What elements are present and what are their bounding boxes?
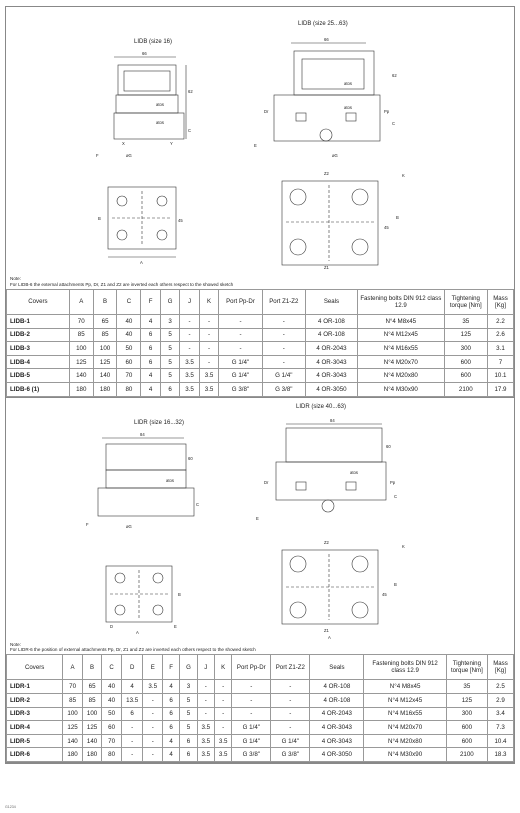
table-cell: -: [199, 342, 219, 356]
lidb-header-cell: B: [93, 289, 117, 314]
table-cell: 125: [69, 355, 93, 369]
table-cell: 125: [63, 721, 83, 735]
lidr-header-cell: Seals: [310, 655, 364, 680]
table-cell: 5: [180, 694, 197, 708]
row-cover-name: LIDB-3: [7, 342, 70, 356]
table-cell: N°4 M8x45: [364, 680, 446, 694]
svg-text:62: 62: [188, 89, 193, 94]
table-cell: G 3/8": [219, 382, 262, 396]
lidb-large-title: LIDB (size 25...63): [298, 21, 348, 27]
table-cell: 4: [162, 680, 179, 694]
lidr-table-header: [7, 655, 514, 680]
table-cell: 125: [82, 721, 102, 735]
lidr-header-cell: G: [180, 655, 197, 680]
table-cell: N°4 M20x70: [364, 721, 446, 735]
table-cell: 4 OR-3043: [310, 721, 364, 735]
table-cell: 60: [102, 721, 122, 735]
table-cell: 18.3: [487, 748, 513, 762]
svg-text:60: 60: [188, 455, 193, 461]
table-cell: 85: [63, 694, 83, 708]
table-row: [7, 342, 514, 356]
table-cell: -: [219, 342, 262, 356]
lidr-header-cell: Port Pp-Dr: [232, 655, 271, 680]
lidr-note: [6, 641, 514, 655]
lidr-header-cell: D: [121, 655, 143, 680]
row-cover-name: LIDR-1: [7, 680, 63, 694]
table-cell: 4: [141, 314, 161, 328]
table-cell: 4: [141, 382, 161, 396]
table-cell: -: [199, 314, 219, 328]
row-cover-name: LIDR-5: [7, 734, 63, 748]
lidr-header-cell: K: [214, 655, 231, 680]
svg-text:atos: atos: [156, 120, 164, 125]
table-row: [7, 328, 514, 342]
table-cell: 80: [102, 748, 122, 762]
table-cell: 4 OR-108: [310, 680, 364, 694]
svg-text:atos: atos: [350, 469, 358, 475]
table-cell: 4: [162, 748, 179, 762]
table-cell: -: [143, 707, 163, 721]
table-cell: 50: [102, 707, 122, 721]
table-cell: 70: [63, 680, 83, 694]
table-cell: 4 OR-3043: [305, 369, 357, 383]
svg-text:C: C: [392, 121, 396, 126]
table-cell: 140: [82, 734, 102, 748]
table-cell: -: [214, 694, 231, 708]
svg-text:Z2: Z2: [324, 539, 329, 545]
row-cover-name: LIDB-4: [7, 355, 70, 369]
table-cell: 4: [141, 369, 161, 383]
lidr-sketch: [6, 398, 514, 641]
table-cell: -: [121, 748, 143, 762]
table-cell: 3.1: [487, 342, 513, 356]
table-cell: 3.5: [214, 748, 231, 762]
table-cell: 6: [160, 382, 180, 396]
table-cell: -: [262, 328, 305, 342]
lidb-header-cell: G: [160, 289, 180, 314]
row-cover-name: LIDR-2: [7, 694, 63, 708]
table-cell: 2100: [446, 748, 487, 762]
table-cell: 4: [121, 680, 143, 694]
table-cell: 3.5: [197, 734, 214, 748]
table-cell: 600: [444, 369, 487, 383]
table-cell: -: [271, 694, 310, 708]
table-row: [7, 694, 514, 708]
table-row: [7, 707, 514, 721]
table-cell: -: [219, 314, 262, 328]
lidb-header-cell: F: [141, 289, 161, 314]
table-cell: 5: [160, 342, 180, 356]
table-cell: 3.5: [199, 382, 219, 396]
table-cell: 3.5: [214, 734, 231, 748]
footer-code: G1234: [5, 805, 16, 809]
table-cell: 2.6: [487, 328, 513, 342]
table-cell: 2.9: [487, 694, 513, 708]
table-cell: 6: [180, 734, 197, 748]
table-cell: 180: [63, 748, 83, 762]
table-cell: 5: [180, 707, 197, 721]
table-cell: 4 OR-3043: [305, 355, 357, 369]
table-cell: 3: [180, 680, 197, 694]
svg-text:45: 45: [178, 218, 183, 223]
table-cell: 40: [102, 694, 122, 708]
table-cell: 180: [93, 382, 117, 396]
table-cell: 40: [117, 314, 141, 328]
table-cell: -: [232, 707, 271, 721]
lidb-header-cell: Seals: [305, 289, 357, 314]
svg-text:B: B: [394, 581, 397, 587]
svg-text:Z1: Z1: [324, 265, 329, 270]
table-cell: -: [143, 694, 163, 708]
table-cell: 6: [180, 748, 197, 762]
svg-text:E: E: [256, 515, 259, 521]
table-cell: 4 OR-108: [305, 314, 357, 328]
svg-text:atos: atos: [156, 102, 164, 107]
table-cell: -: [271, 707, 310, 721]
table-cell: G 3/8": [271, 748, 310, 762]
table-cell: 4: [162, 734, 179, 748]
table-cell: -: [197, 707, 214, 721]
table-cell: G 3/8": [262, 382, 305, 396]
lidr-small-title: LIDR (size 16...32): [134, 419, 185, 426]
row-cover-name: LIDR-4: [7, 721, 63, 735]
table-cell: N°4 M30x90: [364, 748, 446, 762]
table-cell: 5: [160, 328, 180, 342]
table-cell: 140: [63, 734, 83, 748]
table-cell: -: [197, 694, 214, 708]
svg-text:45: 45: [382, 591, 387, 597]
table-cell: -: [121, 734, 143, 748]
table-cell: G 1/4": [271, 734, 310, 748]
table-cell: 300: [446, 707, 487, 721]
svg-text:Z1: Z1: [324, 627, 329, 633]
table-cell: -: [262, 342, 305, 356]
table-cell: -: [180, 328, 200, 342]
table-cell: 6: [141, 342, 161, 356]
table-cell: 6: [162, 707, 179, 721]
lidb-table-header: [7, 289, 514, 314]
table-cell: 85: [93, 328, 117, 342]
lidb-note: [6, 275, 514, 289]
table-cell: 6: [121, 707, 143, 721]
table-cell: 3.5: [180, 369, 200, 383]
lidr-header-cell: Covers: [7, 655, 63, 680]
table-cell: 4 OR-108: [305, 328, 357, 342]
table-cell: 7.3: [487, 721, 513, 735]
lidr-header-cell: J: [197, 655, 214, 680]
table-cell: -: [199, 355, 219, 369]
table-cell: 4 OR-3050: [305, 382, 357, 396]
datasheet: [5, 6, 515, 764]
table-cell: -: [180, 342, 200, 356]
table-cell: 6: [141, 328, 161, 342]
lidb-header-cell: K: [199, 289, 219, 314]
svg-text:C: C: [188, 128, 192, 133]
table-cell: 4 OR-2043: [305, 342, 357, 356]
table-cell: -: [197, 680, 214, 694]
table-cell: N°4 M30x90: [357, 382, 444, 396]
table-cell: 7: [487, 355, 513, 369]
table-cell: -: [121, 721, 143, 735]
table-cell: -: [262, 355, 305, 369]
table-cell: 600: [444, 355, 487, 369]
table-cell: 100: [93, 342, 117, 356]
table-cell: 13.5: [121, 694, 143, 708]
lidb-header-cell: Covers: [7, 289, 70, 314]
table-cell: 4 OR-3050: [310, 748, 364, 762]
table-cell: 3.5: [197, 721, 214, 735]
row-cover-name: LIDB-6 (1): [7, 382, 70, 396]
svg-text:C: C: [394, 493, 398, 499]
table-cell: 2.5: [487, 680, 513, 694]
svg-text:øG: øG: [126, 153, 132, 158]
table-cell: -: [143, 748, 163, 762]
table-cell: 2100: [444, 382, 487, 396]
svg-text:A: A: [140, 260, 143, 265]
table-cell: 5: [160, 355, 180, 369]
lidr-header-cell: B: [82, 655, 102, 680]
table-cell: N°4 M20x80: [357, 369, 444, 383]
lidr-table: [6, 654, 514, 762]
lidr-header-cell: C: [102, 655, 122, 680]
svg-text:K: K: [402, 173, 405, 178]
svg-text:A: A: [328, 634, 331, 640]
table-cell: N°4 M8x45: [357, 314, 444, 328]
lidb-note-title: Note:: [10, 276, 21, 281]
lidb-header-cell: Mass [Kg]: [487, 289, 513, 314]
table-cell: -: [232, 680, 271, 694]
table-cell: 3.4: [487, 707, 513, 721]
table-row: [7, 355, 514, 369]
table-cell: -: [271, 721, 310, 735]
lidr-header-cell: Mass [Kg]: [487, 655, 513, 680]
lidb-header-cell: C: [117, 289, 141, 314]
table-cell: 3.5: [199, 369, 219, 383]
table-cell: 5: [160, 369, 180, 383]
svg-text:66: 66: [142, 51, 147, 56]
svg-text:62: 62: [392, 73, 397, 78]
table-cell: -: [219, 328, 262, 342]
table-cell: -: [180, 314, 200, 328]
table-cell: -: [271, 680, 310, 694]
lidb-note-text: For LIDB-6 the external attachments Pp, Dr, Z1 and Z2 are inverted each others respect to the showed sketch: [10, 281, 234, 287]
table-cell: 6: [162, 721, 179, 735]
table-row: [7, 680, 514, 694]
table-cell: 600: [446, 721, 487, 735]
lidb-section: [6, 7, 514, 398]
table-cell: -: [199, 328, 219, 342]
svg-text:atos: atos: [344, 105, 352, 110]
table-cell: N°4 M20x80: [364, 734, 446, 748]
table-cell: 4 OR-3043: [310, 734, 364, 748]
lidr-header-cell: Fastening bolts DIN 912 class 12.9: [364, 655, 446, 680]
lidr-header-cell: A: [63, 655, 83, 680]
svg-text:øG: øG: [332, 153, 338, 158]
table-cell: 6: [141, 355, 161, 369]
table-cell: 17.9: [487, 382, 513, 396]
table-cell: 85: [69, 328, 93, 342]
lidr-large-title: LIDR (size 40...63): [296, 403, 347, 410]
lidr-header-cell: Tightening torque [Nm]: [446, 655, 487, 680]
table-cell: 125: [446, 694, 487, 708]
table-cell: 80: [117, 382, 141, 396]
svg-text:atos: atos: [344, 81, 352, 86]
svg-text:C: C: [196, 501, 200, 507]
table-cell: 3.5: [143, 680, 163, 694]
lidb-sketch: [6, 7, 514, 275]
table-cell: G 1/4": [232, 721, 271, 735]
lidb-small-title: LIDB (size 16): [134, 39, 173, 45]
table-cell: 300: [444, 342, 487, 356]
svg-text:Z2: Z2: [324, 171, 329, 176]
lidb-drawings: [6, 7, 514, 275]
table-cell: G 1/4": [219, 369, 262, 383]
table-cell: -: [232, 694, 271, 708]
svg-text:45: 45: [384, 225, 389, 230]
lidr-header-cell: E: [143, 655, 163, 680]
table-cell: 3.5: [180, 382, 200, 396]
svg-text:66: 66: [324, 37, 329, 42]
table-cell: N°4 M12x45: [364, 694, 446, 708]
table-cell: 85: [82, 694, 102, 708]
table-cell: N°4 M20x70: [357, 355, 444, 369]
table-cell: 4 OR-108: [310, 694, 364, 708]
table-cell: G 3/8": [232, 748, 271, 762]
table-cell: 65: [93, 314, 117, 328]
lidb-header-cell: Fastening bolts DIN 912 class 12.9: [357, 289, 444, 314]
table-cell: 40: [117, 328, 141, 342]
svg-text:Dr: Dr: [264, 109, 269, 114]
table-cell: -: [214, 680, 231, 694]
table-cell: -: [262, 314, 305, 328]
svg-text:Dr: Dr: [264, 479, 269, 485]
table-cell: 125: [444, 328, 487, 342]
lidr-header-cell: Port Z1-Z2: [271, 655, 310, 680]
svg-text:Pp: Pp: [390, 479, 396, 485]
svg-text:F: F: [86, 521, 89, 527]
table-cell: 4 OR-2043: [310, 707, 364, 721]
table-row: [7, 721, 514, 735]
row-cover-name: LIDB-1: [7, 314, 70, 328]
table-cell: 5: [180, 721, 197, 735]
svg-text:D: D: [110, 623, 114, 629]
table-row: [7, 369, 514, 383]
lidb-header-cell: Port Pp-Dr: [219, 289, 262, 314]
table-cell: 125: [93, 355, 117, 369]
svg-text:atos: atos: [166, 477, 174, 483]
lidr-note-title: Note:: [10, 641, 21, 647]
svg-text:B: B: [396, 215, 399, 220]
row-cover-name: LIDB-2: [7, 328, 70, 342]
svg-text:øG: øG: [126, 523, 132, 529]
table-cell: 70: [117, 369, 141, 383]
svg-text:Y: Y: [170, 141, 173, 146]
table-row: [7, 748, 514, 762]
table-cell: 60: [117, 355, 141, 369]
row-cover-name: LIDR-6: [7, 748, 63, 762]
table-row: [7, 314, 514, 328]
table-cell: 100: [63, 707, 83, 721]
table-cell: 65: [82, 680, 102, 694]
table-cell: N°4 M16x55: [364, 707, 446, 721]
svg-text:K: K: [402, 543, 405, 549]
row-cover-name: LIDB-5: [7, 369, 70, 383]
table-cell: -: [143, 721, 163, 735]
table-cell: 40: [102, 680, 122, 694]
table-cell: 50: [117, 342, 141, 356]
table-cell: 100: [69, 342, 93, 356]
row-cover-name: LIDR-3: [7, 707, 63, 721]
svg-text:60: 60: [386, 443, 391, 449]
lidr-header-cell: F: [162, 655, 179, 680]
table-cell: 35: [444, 314, 487, 328]
table-cell: 140: [69, 369, 93, 383]
table-cell: N°4 M16x55: [357, 342, 444, 356]
svg-text:Pp: Pp: [384, 109, 390, 114]
table-cell: -: [214, 721, 231, 735]
svg-text:E: E: [254, 143, 257, 148]
svg-text:X: X: [122, 141, 125, 146]
svg-text:84: 84: [140, 431, 145, 437]
table-cell: 140: [93, 369, 117, 383]
lidb-header-cell: Port Z1-Z2: [262, 289, 305, 314]
table-cell: -: [214, 707, 231, 721]
svg-text:B: B: [178, 591, 181, 597]
lidb-table: [6, 289, 514, 397]
lidb-header-cell: A: [69, 289, 93, 314]
table-cell: 600: [446, 734, 487, 748]
table-cell: N°4 M12x45: [357, 328, 444, 342]
table-cell: 3.5: [197, 748, 214, 762]
table-cell: 10.4: [487, 734, 513, 748]
table-cell: 10.1: [487, 369, 513, 383]
table-cell: G 1/4": [219, 355, 262, 369]
lidr-note-text: For LIDR-6 the position of external attachments Pp, Dr, Z1 and Z2 are inverted each others respect to the showed sketch: [10, 647, 256, 653]
table-cell: G 1/4": [262, 369, 305, 383]
table-cell: 180: [82, 748, 102, 762]
table-cell: 3: [160, 314, 180, 328]
table-cell: G 1/4": [232, 734, 271, 748]
table-cell: -: [143, 734, 163, 748]
table-cell: 35: [446, 680, 487, 694]
table-cell: 2.2: [487, 314, 513, 328]
table-cell: 70: [102, 734, 122, 748]
svg-text:A: A: [136, 629, 139, 635]
table-row: [7, 734, 514, 748]
table-cell: 3.5: [180, 355, 200, 369]
lidb-header-cell: Tightening torque [Nm]: [444, 289, 487, 314]
table-cell: 6: [162, 694, 179, 708]
table-cell: 180: [69, 382, 93, 396]
svg-text:84: 84: [330, 417, 335, 423]
svg-text:E: E: [174, 623, 177, 629]
table-cell: 100: [82, 707, 102, 721]
lidr-section: [6, 398, 514, 764]
svg-text:B: B: [98, 216, 101, 221]
svg-text:F: F: [96, 153, 99, 158]
table-row: [7, 382, 514, 396]
table-cell: 70: [69, 314, 93, 328]
lidr-drawings: [6, 398, 514, 641]
lidb-header-cell: J: [180, 289, 200, 314]
